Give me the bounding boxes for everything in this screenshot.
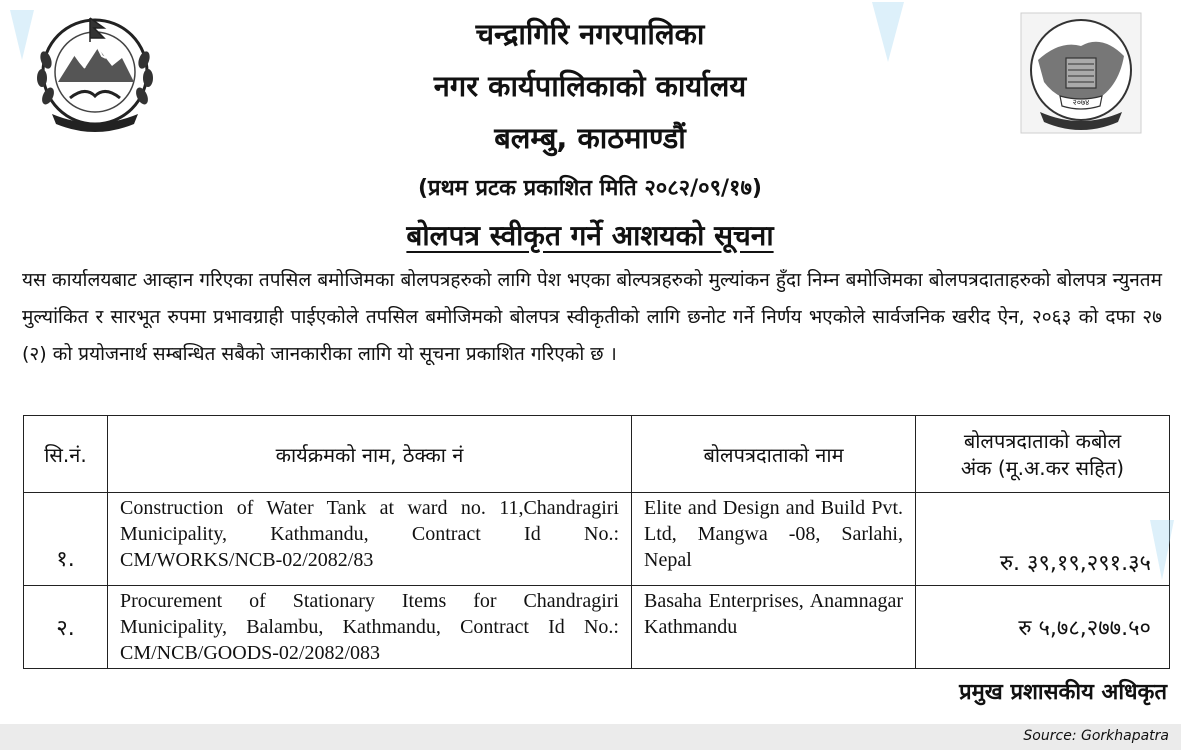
header-amount-line1: बोलपत्रदाताको कबोल <box>963 429 1122 453</box>
table-header-row <box>24 416 1170 493</box>
source-bar <box>0 724 1181 750</box>
row-amount: रु. ३९,१९,२९१.३५ <box>916 493 1170 586</box>
header-sn: सि.नं. <box>24 416 108 493</box>
header-bidder: बोलपत्रदाताको नाम <box>632 416 916 493</box>
awarded-bids-table <box>23 415 1170 669</box>
row-bidder: Basaha Enterprises, Anamnagar Kathmandu <box>632 586 916 669</box>
row-sn: १. <box>24 493 108 586</box>
notice-paragraph: यस कार्यालयबाट आव्हान गरिएका तपसिल बमोजिमका बोलपत्रहरुको लागि पेश भएका बोल्पत्रहरुको मुल्यांकन हुँदा निम्न बमोजिमका बोलपत्रदाताहरुको बोलपत्र न्युनतम मुल्यांकित र सारभूत रुपमा प्रभावग्राही पाईएकोले तपसिल बमोजिमको बोलपत्र स्वीकृतीको लागि छनोट गर्ने निर्णय भएकोले सार्वजनिक खरीद ऐन, २०६३ को दफा २७ (२) को प्रयोजनार्थ सम्बन्धित सबैको जानकारीका लागि यो सूचना प्रकाशित गरिएको छ । <box>22 269 1162 365</box>
municipality-logo <box>1020 12 1142 134</box>
row-program: Procurement of Stationary Items for Chandragiri Municipality, Balambu, Kathmandu, Contract Id No.: CM/NCB/GOODS-02/2082/083 <box>108 586 632 669</box>
table-row <box>24 586 1170 669</box>
source-credit: Source: Gorkhapatra <box>1023 728 1169 744</box>
watermark-arrow-icon <box>872 2 904 62</box>
header-amount <box>916 416 1170 493</box>
office-name: नगर कार्यपालिकाको कार्यालय <box>433 69 747 103</box>
watermark-arrow-icon <box>1150 520 1174 580</box>
row-bidder: Elite and Design and Build Pvt. Ltd, Mangwa -08, Sarlahi, Nepal <box>632 493 916 586</box>
table-row <box>24 493 1170 586</box>
municipality-name: चन्द्रागिरि नगरपालिका <box>475 17 705 51</box>
row-sn: २. <box>24 586 108 669</box>
office-address: बलम्बु, काठमाण्डौं <box>494 121 686 155</box>
watermark-arrow-icon <box>10 10 34 60</box>
published-date: (प्रथम प्रटक प्रकाशित मिति २०८२/०९/१७) <box>418 176 762 201</box>
header-program: कार्यक्रमको नाम, ठेक्का नं <box>108 416 632 493</box>
nepal-emblem-logo <box>30 10 160 135</box>
row-program: Construction of Water Tank at ward no. 11,Chandragiri Municipality, Kathmandu, Contract Id No.: CM/WORKS/NCB-02/2082/83 <box>108 493 632 586</box>
signatory-title: प्रमुख प्रशासकीय अधिकृत <box>959 680 1167 705</box>
row-amount: रु ५,७८,२७७.५० <box>916 586 1170 669</box>
notice-title: बोलपत्र स्वीकृत गर्ने आशयको सूचना <box>406 219 774 252</box>
logo-year-text: २०७४ <box>1072 98 1090 107</box>
header-amount-line2: अंक (मू.अ.कर सहित) <box>960 456 1125 480</box>
